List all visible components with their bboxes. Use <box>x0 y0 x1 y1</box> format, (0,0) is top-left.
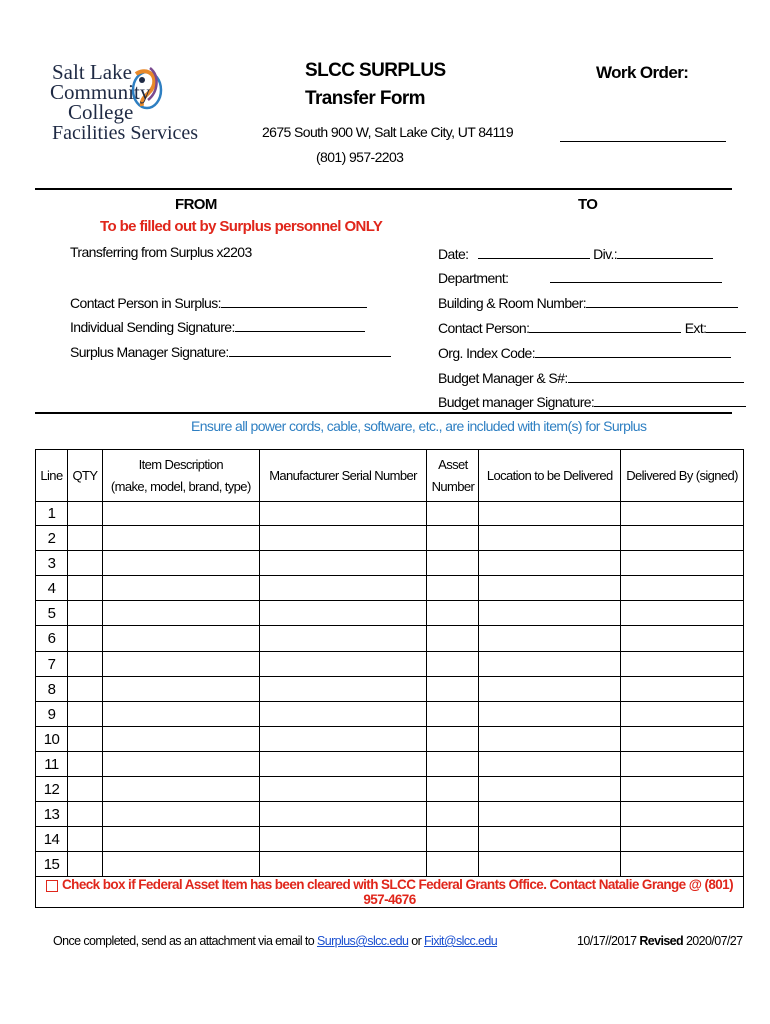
table-row <box>36 626 744 652</box>
table-header-row <box>36 450 744 502</box>
sending-signature-row <box>70 319 365 335</box>
asset-number-cell[interactable] <box>427 601 479 626</box>
delivered-by-cell[interactable] <box>621 752 744 777</box>
serial-number-cell[interactable] <box>259 727 427 752</box>
footer-send-text: Once completed, send as an attachment via email to <box>53 934 315 948</box>
footer-or: or <box>411 934 422 948</box>
asset-number-cell[interactable] <box>427 777 479 802</box>
to-heading: TO <box>578 196 598 213</box>
org-index-row <box>438 345 731 361</box>
delivered-by-cell[interactable] <box>621 802 744 827</box>
work-order-field[interactable] <box>560 141 726 142</box>
budget-signature-row <box>438 394 746 410</box>
transferring-text: Transferring from Surplus x2203 <box>70 244 252 260</box>
logo-line-3: College <box>68 100 134 124</box>
org-index-label: Org. Index Code: <box>438 345 536 361</box>
department-label: Department: <box>438 270 509 286</box>
manager-signature-field[interactable] <box>229 345 391 357</box>
header-asset-l2: Number <box>431 478 475 494</box>
from-note: To be filled out by Surplus personnel ONLY <box>100 218 383 235</box>
line-number-cell: 7 <box>36 652 68 677</box>
qty-cell[interactable] <box>67 752 102 777</box>
qty-cell[interactable] <box>67 677 102 702</box>
qty-cell[interactable] <box>67 551 102 576</box>
table-row <box>36 677 744 702</box>
date-label: Date: <box>438 246 469 262</box>
location-cell[interactable] <box>479 502 621 526</box>
item-description-cell[interactable] <box>102 576 259 601</box>
item-description-cell[interactable] <box>102 502 259 526</box>
header-item-l1: Item Description <box>138 456 223 472</box>
table-row <box>36 652 744 677</box>
serial-number-cell[interactable] <box>259 551 427 576</box>
asset-number-cell[interactable] <box>427 727 479 752</box>
section-divider <box>35 412 732 414</box>
qty-cell[interactable] <box>67 777 102 802</box>
asset-number-cell[interactable] <box>427 677 479 702</box>
contact-surplus-label: Contact Person in Surplus: <box>70 295 221 311</box>
asset-number-cell[interactable] <box>427 526 479 551</box>
budget-signature-field[interactable] <box>594 395 746 407</box>
serial-number-cell[interactable] <box>259 677 427 702</box>
footer-dates <box>577 934 743 948</box>
item-description-cell[interactable] <box>102 852 259 877</box>
location-cell[interactable] <box>479 777 621 802</box>
delivered-by-cell[interactable] <box>621 626 744 652</box>
line-number-cell: 8 <box>36 677 68 702</box>
serial-number-cell[interactable] <box>259 802 427 827</box>
table-row <box>36 502 744 526</box>
line-number-cell: 9 <box>36 702 68 727</box>
header-divider <box>35 188 732 190</box>
contact-person-row <box>438 320 746 336</box>
asset-number-cell[interactable] <box>427 852 479 877</box>
table-row <box>36 526 744 551</box>
line-number-cell: 14 <box>36 827 68 852</box>
contact-surplus-field[interactable] <box>221 296 367 308</box>
delivered-by-cell[interactable] <box>621 777 744 802</box>
org-index-field[interactable] <box>535 346 731 358</box>
line-number-cell: 2 <box>36 526 68 551</box>
location-cell[interactable] <box>479 677 621 702</box>
from-heading: FROM <box>175 196 217 213</box>
qty-cell[interactable] <box>67 601 102 626</box>
item-description-cell[interactable] <box>102 601 259 626</box>
manager-signature-row <box>70 344 391 360</box>
location-cell[interactable] <box>479 576 621 601</box>
contact-surplus-row <box>70 295 367 311</box>
department-row <box>438 270 722 286</box>
asset-number-cell[interactable] <box>427 551 479 576</box>
asset-number-cell[interactable] <box>427 752 479 777</box>
asset-number-cell[interactable] <box>427 576 479 601</box>
table-row <box>36 727 744 752</box>
serial-number-cell[interactable] <box>259 626 427 652</box>
location-cell[interactable] <box>479 652 621 677</box>
table-row <box>36 777 744 802</box>
line-number-cell: 11 <box>36 752 68 777</box>
asset-number-cell[interactable] <box>427 626 479 652</box>
delivered-by-cell[interactable] <box>621 526 744 551</box>
location-cell[interactable] <box>479 551 621 576</box>
table-row <box>36 551 744 576</box>
qty-cell[interactable] <box>67 827 102 852</box>
location-cell[interactable] <box>479 601 621 626</box>
qty-cell[interactable] <box>67 727 102 752</box>
div-label: Div.: <box>593 246 618 262</box>
header-line: Line <box>36 450 68 502</box>
qty-cell[interactable] <box>67 526 102 551</box>
federal-checkbox[interactable] <box>46 880 58 892</box>
location-cell[interactable] <box>479 727 621 752</box>
items-table <box>35 449 744 908</box>
item-description-cell[interactable] <box>102 727 259 752</box>
table-row <box>36 827 744 852</box>
surplus-email-link[interactable]: Surplus@slcc.edu <box>317 934 409 948</box>
building-field[interactable] <box>586 296 738 308</box>
qty-cell[interactable] <box>67 502 102 526</box>
item-description-cell[interactable] <box>102 802 259 827</box>
serial-number-cell[interactable] <box>259 752 427 777</box>
logo <box>50 60 199 162</box>
delivered-by-cell[interactable] <box>621 601 744 626</box>
contact-person-field[interactable] <box>529 321 681 333</box>
serial-number-cell[interactable] <box>259 502 427 526</box>
date-field[interactable] <box>478 247 590 259</box>
ext-label: Ext: <box>684 320 707 336</box>
delivered-by-cell[interactable] <box>621 652 744 677</box>
header-serial: Manufacturer Serial Number <box>259 450 427 502</box>
table-row <box>36 576 744 601</box>
item-description-cell[interactable] <box>102 652 259 677</box>
form-subtitle: Transfer Form <box>305 88 425 109</box>
item-description-cell[interactable] <box>102 777 259 802</box>
serial-number-cell[interactable] <box>259 852 427 877</box>
footer-send <box>53 934 497 948</box>
federal-note: Check box if Federal Asset Item has been cleared with SLCC Federal Grants Office. Contact Natalie Grange @ (801) 957-4676 <box>62 877 733 907</box>
qty-cell[interactable] <box>67 626 102 652</box>
header-asset-l1: Asset <box>438 456 468 472</box>
asset-number-cell[interactable] <box>427 702 479 727</box>
line-number-cell: 13 <box>36 802 68 827</box>
line-number-cell: 12 <box>36 777 68 802</box>
footer-revised-date: 2020/07/27 <box>685 934 743 948</box>
header-item-l2: (make, model, brand, type) <box>110 478 251 494</box>
header-qty: QTY <box>67 450 102 502</box>
qty-cell[interactable] <box>67 802 102 827</box>
delivered-by-cell[interactable] <box>621 702 744 727</box>
location-cell[interactable] <box>479 526 621 551</box>
table-row <box>36 601 744 626</box>
table-row <box>36 852 744 877</box>
form-title: SLCC SURPLUS <box>305 60 446 81</box>
qty-cell[interactable] <box>67 702 102 727</box>
manager-signature-label: Surplus Manager Signature: <box>70 344 229 360</box>
ensure-note: Ensure all power cords, cable, software, etc., are included with item(s) for Surplus <box>191 418 647 434</box>
item-description-cell[interactable] <box>102 827 259 852</box>
phone: (801) 957-2203 <box>316 149 404 165</box>
delivered-by-cell[interactable] <box>621 576 744 601</box>
budget-signature-label: Budget manager Signature: <box>438 394 595 410</box>
header-item-description <box>102 450 259 502</box>
sending-signature-label: Individual Sending Signature: <box>70 319 235 335</box>
line-number-cell: 3 <box>36 551 68 576</box>
location-cell[interactable] <box>479 802 621 827</box>
serial-number-cell[interactable] <box>259 576 427 601</box>
budget-manager-row <box>438 370 744 386</box>
line-number-cell: 5 <box>36 601 68 626</box>
delivered-by-cell[interactable] <box>621 727 744 752</box>
serial-number-cell[interactable] <box>259 702 427 727</box>
building-row <box>438 295 738 311</box>
line-number-cell: 1 <box>36 502 68 526</box>
item-description-cell[interactable] <box>102 752 259 777</box>
div-field[interactable] <box>617 247 713 259</box>
line-number-cell: 6 <box>36 626 68 652</box>
delivered-by-cell[interactable] <box>621 551 744 576</box>
asset-number-cell[interactable] <box>427 802 479 827</box>
asset-number-cell[interactable] <box>427 827 479 852</box>
fixit-email-link[interactable]: Fixit@slcc.edu <box>424 934 498 948</box>
serial-number-cell[interactable] <box>259 652 427 677</box>
serial-number-cell[interactable] <box>259 601 427 626</box>
line-number-cell: 4 <box>36 576 68 601</box>
qty-cell[interactable] <box>67 576 102 601</box>
delivered-by-cell[interactable] <box>621 677 744 702</box>
address: 2675 South 900 W, Salt Lake City, UT 84119 <box>262 124 514 140</box>
serial-number-cell[interactable] <box>259 827 427 852</box>
location-cell[interactable] <box>479 702 621 727</box>
line-number-cell: 10 <box>36 727 68 752</box>
serial-number-cell[interactable] <box>259 777 427 802</box>
department-field[interactable] <box>550 271 722 283</box>
delivered-by-cell[interactable] <box>621 852 744 877</box>
building-label: Building & Room Number: <box>438 295 587 311</box>
item-description-cell[interactable] <box>102 626 259 652</box>
footer-date: 10/17//2017 <box>577 934 637 948</box>
qty-cell[interactable] <box>67 852 102 877</box>
serial-number-cell[interactable] <box>259 526 427 551</box>
logo-line-4: Facilities Services <box>52 122 199 144</box>
budget-manager-label: Budget Manager & S#: <box>438 370 568 386</box>
federal-row <box>36 877 744 908</box>
table-row <box>36 702 744 727</box>
delivered-by-cell[interactable] <box>621 827 744 852</box>
location-cell[interactable] <box>479 827 621 852</box>
asset-number-cell[interactable] <box>427 652 479 677</box>
item-description-cell[interactable] <box>102 526 259 551</box>
location-cell[interactable] <box>479 752 621 777</box>
footer-revised-label: Revised <box>639 934 684 948</box>
work-order-label: Work Order: <box>596 63 689 82</box>
logo-line-1: Salt Lake <box>52 60 132 84</box>
table-row <box>36 752 744 777</box>
contact-person-label: Contact Person: <box>438 320 530 336</box>
header-asset-number <box>427 450 479 502</box>
line-number-cell: 15 <box>36 852 68 877</box>
date-row <box>438 246 713 262</box>
sending-signature-field[interactable] <box>235 320 365 332</box>
item-description-cell[interactable] <box>102 677 259 702</box>
budget-manager-field[interactable] <box>568 371 744 383</box>
item-description-cell[interactable] <box>102 702 259 727</box>
header-delivered-by: Delivered By (signed) <box>621 450 744 502</box>
item-description-cell[interactable] <box>102 551 259 576</box>
logo-line-2: Community <box>50 80 151 104</box>
table-row <box>36 802 744 827</box>
location-cell[interactable] <box>479 852 621 877</box>
location-cell[interactable] <box>479 626 621 652</box>
delivered-by-cell[interactable] <box>621 502 744 526</box>
qty-cell[interactable] <box>67 652 102 677</box>
asset-number-cell[interactable] <box>427 502 479 526</box>
header-location: Location to be Delivered <box>479 450 621 502</box>
ext-field[interactable] <box>706 321 746 333</box>
